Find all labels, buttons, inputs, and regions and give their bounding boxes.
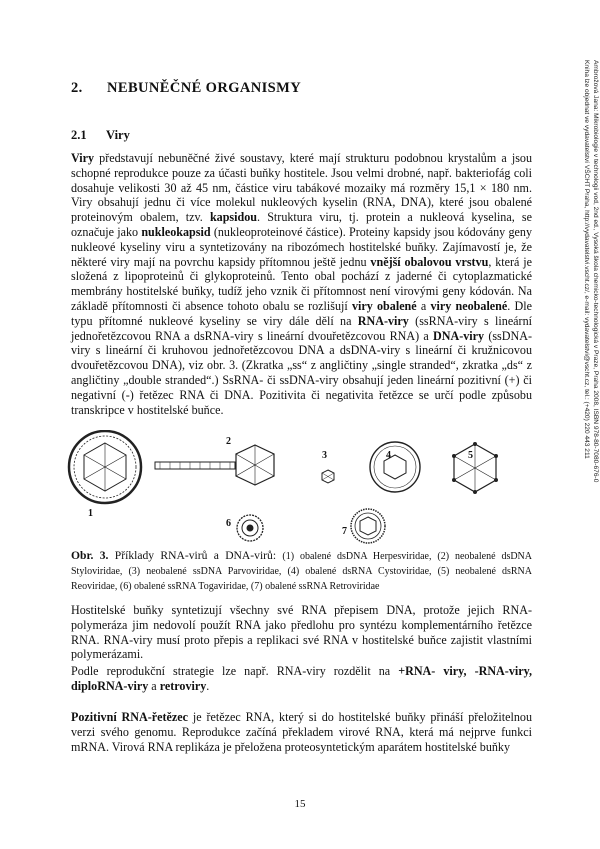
section-number: 2.1: [71, 128, 87, 142]
figure-label-1: 1: [88, 508, 93, 519]
paragraph-viruses-intro: Viry představují nebuněčné živé soustavy, které mají strukturu podobnou krystalům a jsou schopné reprodukce pouze za účasti buňky hostitele. Jsou velmi drobné, např. bakteriofág coli dosahuje velikosti 30 až 45 nm, částice viru tabákové mozaiky má rozměry 15,1 × 180 nm. Viry obsahují jednu či více molekul nukleových kyselin (RNA, DNA), které jsou obalené proteinovým obalem, tzv. kapsidou. Struktura viru, tj. protein a nukleová kyselina, se označuje jako nukleokapsid (nukleoproteinové částice). Proteiny kapsidy jsou kódovány geny nukleové kyseliny viru a syntetizovány na ribozómech hostitelské buňky. Zajímavostí je, že některé viry mají na povrchu kapsidy přítomnou ještě jednu vnější obalovou vrstvu, která je složená z lipoproteinů či glykoproteinů. Tento obal pochází z jaderné či cytoplazmatické membrány hostitelské buňky, tudíž jeho vznik či přítomnost není virovými geny kódován. Na základě přítomnosti či absence tohoto obalu se rozlišují viry obalené a viry neobalené. Dle typu přítomné nukleové kyseliny se viry dále dělí na RNA-viry (ssRNA-viry s lineární jednořetězcovou RNA a dsRNA-viry s lineární dvouřetězcovou RNA) a DNA-viry (ssDNA-viry s lineární či kruhovou jednořetězcovou DNA a dsDNA-viry s lineární či kružnicovou dvouřetězcovou DNA), viz obr. 3. (Zkratka „ss“ z angličtiny „single stranded“, zkratka „ds“ z angličtiny „double stranded“.) SsRNA- či ssDNA-viry obsahují jeden lineární pozitivní (+) či negativní (-) řetězec RNA či DNA. Pozitivita či negativita řetězce se určí podle způsobu transkripce v hostitelské buňce.: [71, 151, 533, 417]
figure-label-7: 7: [342, 526, 347, 537]
citation-line-1: Ambrožová Jana: Mikrobiologie v technologii vod, 2nd ed., Vysoká škola chemicko-technologická v Praze, Praha 2008, ISBN 978-80-7080-676-0: [592, 60, 599, 483]
virus-illustrations: [60, 430, 550, 545]
citation-line-2: Kniha lze objednat ve vydavatelství VŠCHT Praha, http://vydavatelstvi.vscht.cz/, e-mail: vydavatelstvi@vscht.cz, tel.: (+420) 220 443 211: [583, 60, 590, 459]
figure-caption: Obr. 3. Příklady RNA-virů a DNA-virů: (1) obalené dsDNA Herpesviridae, (2) neobalené dsDNA Styloviridae, (3) neobalené ssDNA Parvoviridae, (4) obalené dsRNA Cystoviridae, (5) neobalené dsRNA Reoviridae, (6) obalené ssRNA Togaviridae, (7) obalené ssRNA Retroviridae: [71, 549, 532, 592]
figure-label-6: 6: [226, 518, 231, 529]
virus-4-cystoviridae: [370, 442, 420, 492]
paragraph-reproduction-strategy: Podle reprodukční strategie lze např. RNA-viry rozdělit na +RNA- viry, -RNA-viry, diploRNA-viry a retroviry.: [71, 664, 532, 693]
chapter-title: NEBUNĚČNÉ ORGANISMY: [107, 80, 302, 96]
virus-2-styloviridae: [155, 445, 274, 485]
side-margin-citation: [560, 60, 600, 680]
virus-6-togaviridae: [237, 515, 263, 541]
chapter-heading: [71, 80, 301, 97]
virus-5-reoviridae: [453, 443, 498, 494]
paragraph-host-rna: Hostitelské buňky syntetizují všechny své RNA přepisem DNA, protože jejich RNA-polymeráza jim nedovolí použít RNA jako předlohu pro syntézu komplementárního řetězce RNA. RNA-viry musí proto přepis a replikaci své RNA v hostitelské buňce zajistit vlastními polymerázami.: [71, 603, 532, 662]
page-number: 15: [294, 798, 306, 810]
figure-label-3: 3: [322, 450, 327, 461]
section-title: Viry: [106, 128, 130, 142]
figure-label-2: 2: [226, 436, 231, 447]
paragraph-positive-rna: Pozitivní RNA-řetězec je řetězec RNA, který si do hostitelské buňky přináší přeložitelnou verzi svého genomu. Reprodukce začíná překladem virové RNA, která má nejprve funkci mRNA. Virová RNA replikáza je přeložena proteosyntetickým aparátem hostitelské buňky: [71, 710, 532, 754]
section-heading: [71, 128, 130, 143]
virus-3-parvoviridae: [322, 470, 334, 483]
chapter-number: 2.: [71, 80, 83, 96]
virus-figure: [60, 430, 550, 545]
virus-7-retroviridae: [351, 509, 385, 543]
figure-label-4: 4: [386, 450, 391, 461]
figure-label-5: 5: [468, 450, 473, 461]
virus-1-herpesviridae: [69, 431, 141, 503]
